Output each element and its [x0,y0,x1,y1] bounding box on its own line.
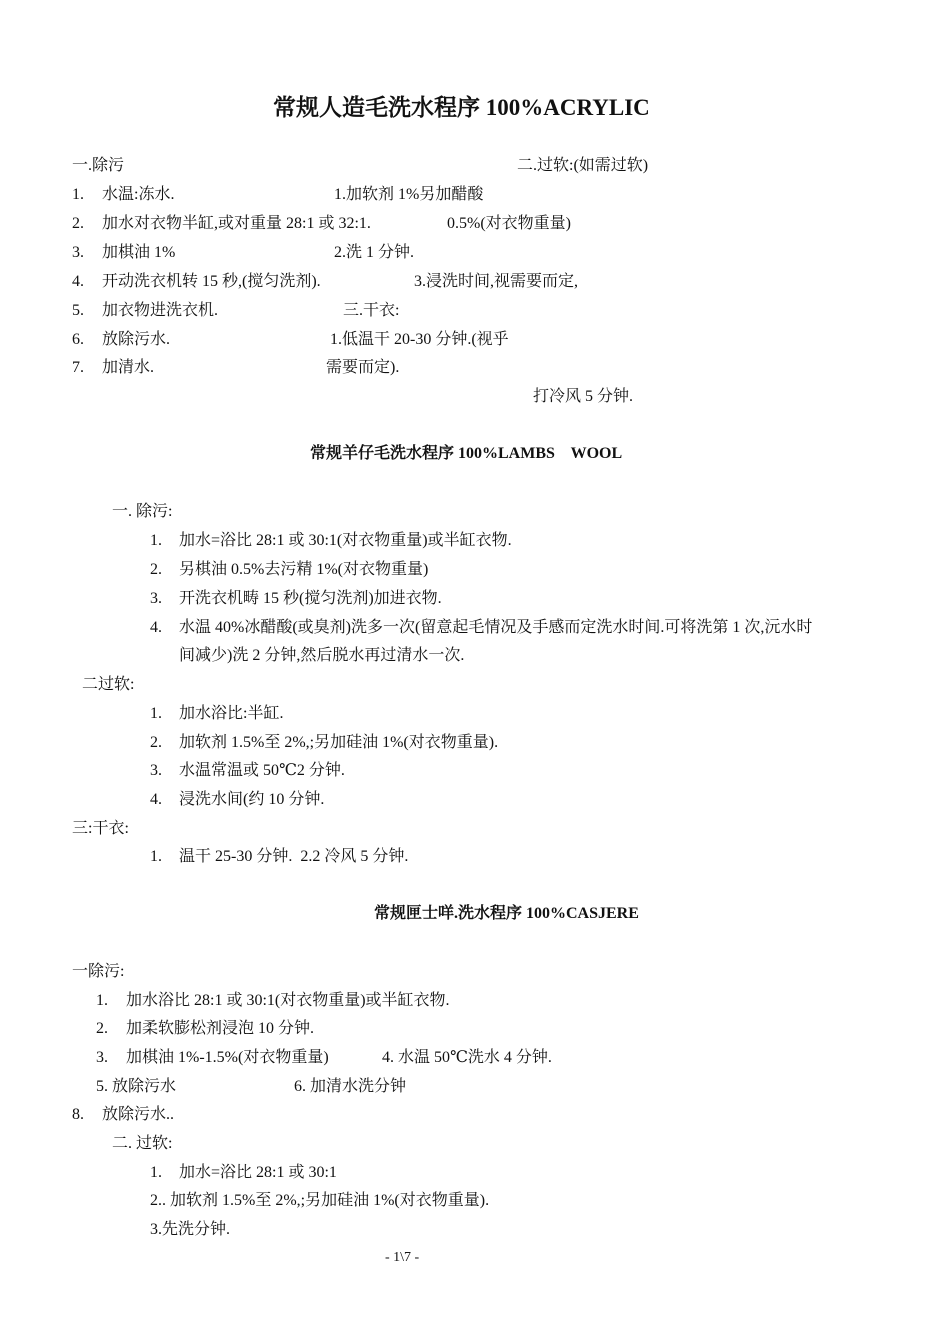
lambswool-item-text: 水温常温或 50℃2 分钟. [179,762,345,779]
lambswool-item-number: 3. [150,762,162,779]
lambswool-item-number: 4. [150,791,162,808]
lambswool-item-number: 1. [150,848,162,865]
lambswool-item-text: 温干 25-30 分钟. 2.2 冷风 5 分钟. [179,848,409,865]
acrylic-step-text: 加棋油 1% [102,244,176,261]
acrylic-step-number: 2. [72,215,84,232]
cashmere-item-text: 加柔软膨松剂浸泡 10 分钟. [126,1020,315,1037]
cashmere-item-number: 3. [96,1049,108,1066]
lambswool-item-text-continued: 间减少)洗 2 分钟,然后脱水再过清水一次. [179,647,465,664]
acrylic-right-text: 打冷风 5 分钟. [533,388,634,405]
lambswool-item-number: 4. [150,619,162,636]
acrylic-section2-heading: 二.过软:(如需过软) [517,157,649,174]
cashmere-item-text: 加水=浴比 28:1 或 30:1 [179,1164,337,1181]
acrylic-dry-heading: 三.干衣: [343,302,400,319]
cashmere-item-number: 2. [96,1020,108,1037]
acrylic-step-number: 7. [72,359,84,376]
acrylic-right-text: 0.5%(对衣物重量) [447,215,571,232]
lambswool-item-number: 1. [150,532,162,549]
acrylic-step-text: 放除污水. [102,331,171,348]
acrylic-right-text: 2.洗 1 分钟. [334,244,415,261]
acrylic-step-text: 水温:冻水. [102,186,175,203]
acrylic-step-text: 加清水. [102,359,155,376]
cashmere-item-text: 加水浴比 28:1 或 30:1(对衣物重量)或半缸衣物. [126,992,450,1009]
cashmere-item-number: 1. [150,1164,162,1181]
cashmere-item-number: 1. [96,992,108,1009]
lambswool-item-text: 开洗衣机畴 15 秒(搅匀洗剂)加进衣物. [179,590,442,607]
lambswool-item-text: 浸洗水间(约 10 分钟. [179,791,325,808]
cashmere-section1-heading: 一除污: [72,963,125,980]
cashmere-item-text: 2.. 加软剂 1.5%至 2%,;另加硅油 1%(对衣物重量). [150,1192,490,1209]
acrylic-step-text: 加水对衣物半缸,或对重量 28:1 或 32:1. [102,215,371,232]
cashmere-item-text: 6. 加清水洗分钟 [294,1078,407,1095]
acrylic-title: 常规人造毛洗水程序 100%ACRYLIC [273,95,650,120]
lambswool-item-number: 2. [150,561,162,578]
lambswool-section3-heading: 三:干衣: [72,820,129,837]
cashmere-item-text: 4. 水温 50℃洗水 4 分钟. [382,1049,552,1066]
acrylic-section1-heading: 一.除污 [72,157,125,174]
acrylic-step-number: 1. [72,186,84,203]
acrylic-right-text: 1.低温干 20-30 分钟.(视乎 [330,331,509,348]
cashmere-item-text: 3.先洗分钟. [150,1221,231,1238]
cashmere-item-number: 8. [72,1106,84,1123]
page-number: - 1\7 - [385,1250,420,1265]
acrylic-step-number: 4. [72,273,84,290]
acrylic-right-text: 需要而定). [326,359,400,376]
acrylic-right-text: 3.浸洗时间,视需要而定, [414,273,579,290]
acrylic-right-text: 1.加软剂 1%另加醋酸 [334,186,484,203]
lambswool-title: 常规羊仔毛洗水程序 100%LAMBS WOOL [310,445,623,462]
cashmere-item-text: 加棋油 1%-1.5%(对衣物重量) [126,1049,329,1066]
acrylic-step-number: 6. [72,331,84,348]
lambswool-section1-heading: 一. 除污: [112,503,173,520]
lambswool-item-number: 2. [150,734,162,751]
lambswool-item-text: 另棋油 0.5%去污精 1%(对衣物重量) [179,561,429,578]
lambswool-item-text: 水温 40%冰醋酸(或臭剂)洗多一次(留意起毛情况及手感而定洗水时间.可将洗第 1 次,沅水时 [179,619,813,636]
acrylic-step-number: 5. [72,302,84,319]
acrylic-step-number: 3. [72,244,84,261]
cashmere-section2-heading: 二. 过软: [112,1135,173,1152]
cashmere-item-text: 放除污水.. [102,1106,175,1123]
acrylic-step-text: 加衣物进洗衣机. [102,302,219,319]
cashmere-item-text: 5. 放除污水 [96,1078,177,1095]
lambswool-item-number: 1. [150,705,162,722]
lambswool-section2-heading: 二过软: [82,676,135,693]
acrylic-step-text: 开动洗衣机转 15 秒,(搅匀洗剂). [102,273,321,290]
lambswool-item-text: 加水=浴比 28:1 或 30:1(对衣物重量)或半缸衣物. [179,532,512,549]
lambswool-item-text: 加水浴比:半缸. [179,705,284,722]
cashmere-title: 常规匣士咩.洗水程序 100%CASJERE [374,905,639,922]
lambswool-item-number: 3. [150,590,162,607]
lambswool-item-text: 加软剂 1.5%至 2%,;另加硅油 1%(对衣物重量). [179,734,499,751]
